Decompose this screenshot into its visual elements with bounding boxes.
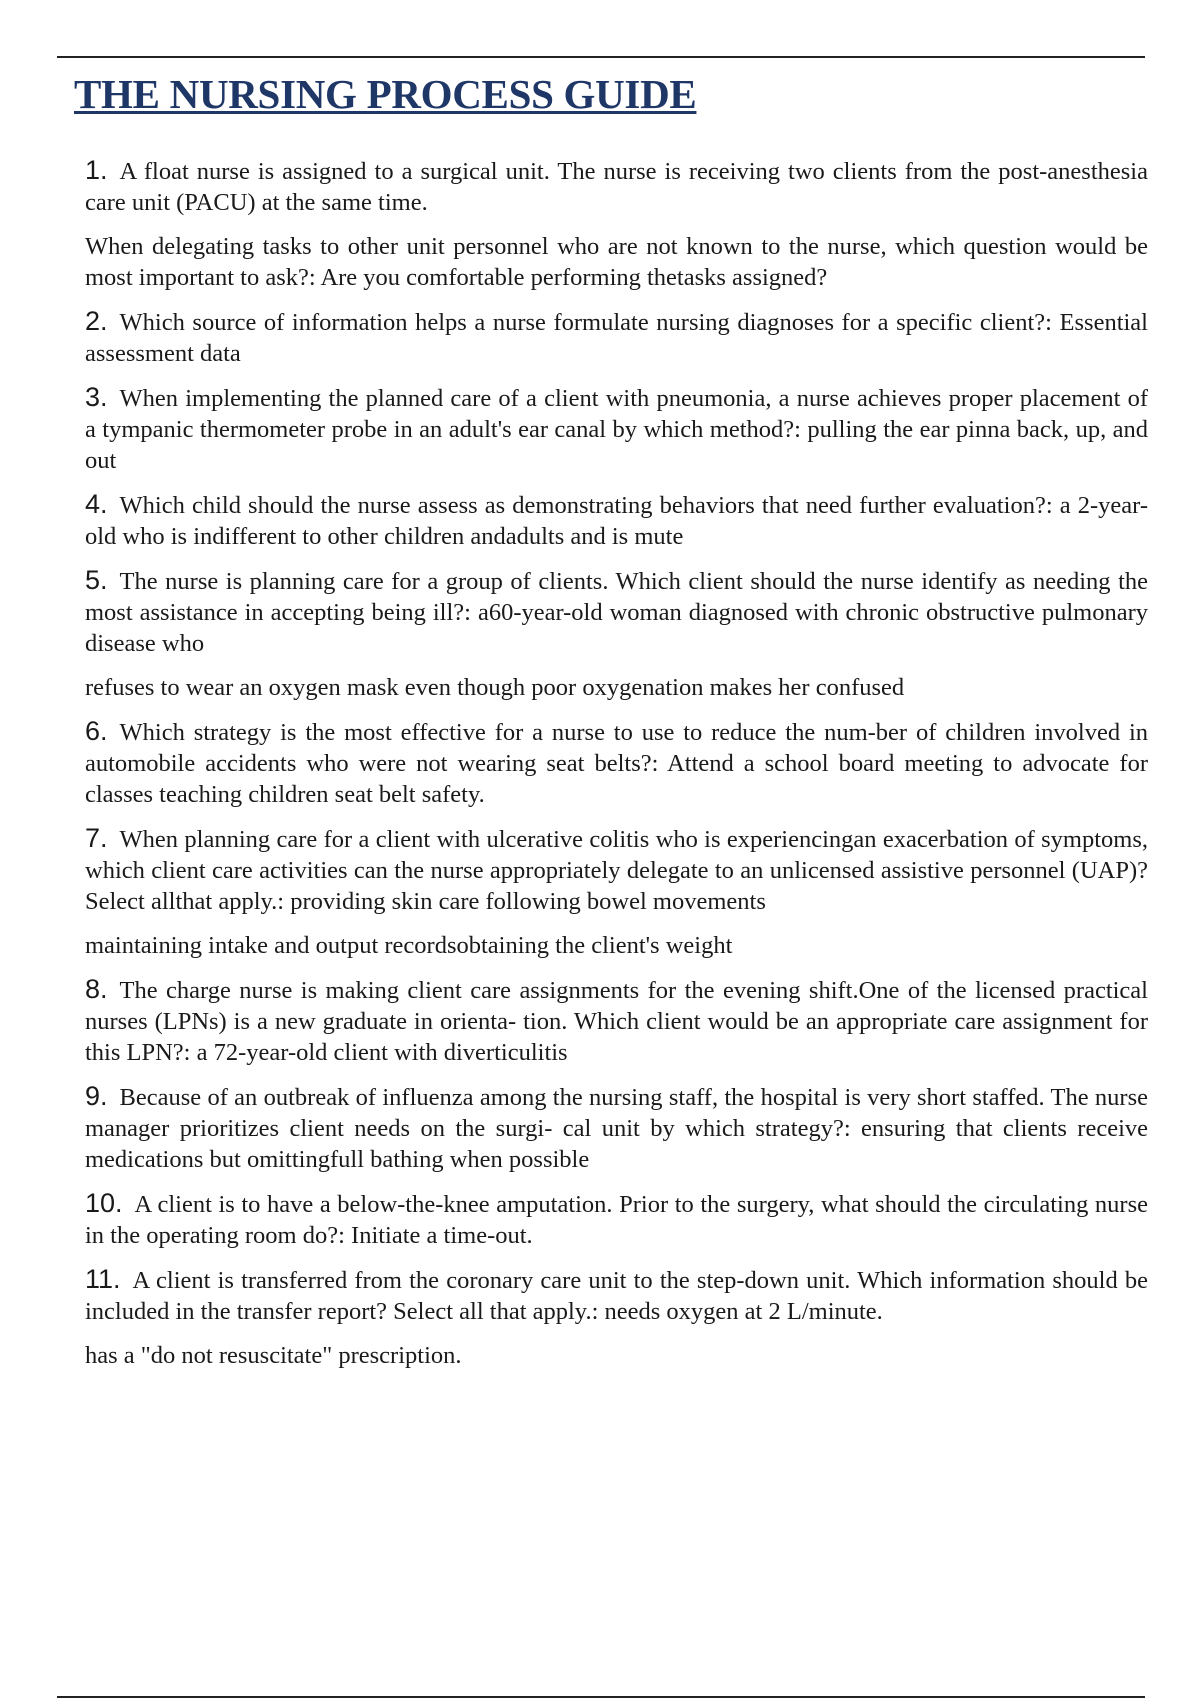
question-number: 1. [85, 155, 108, 185]
question-10 [85, 1188, 1148, 1251]
question-number: 6. [85, 716, 108, 746]
question-text: A client is to have a below-the-knee amputation. Prior to the surgery, what should the circulating nurse in the operating room do?: Initiate a time-out. [85, 1191, 1148, 1249]
question-text: The charge nurse is making client care assignments for the evening shift.One of the licensed practical nurses (LPNs) is a new graduate in orienta- tion. Which client would be an appropriate care assignment for this LPN?: a 72-year-old client with diverticulitis [85, 977, 1148, 1066]
question-5-continuation [85, 672, 1148, 703]
question-list [85, 155, 1148, 1384]
question-6 [85, 716, 1148, 810]
question-number: 2. [85, 306, 108, 336]
question-text: maintaining intake and output recordsobtaining the client's weight [85, 932, 733, 959]
question-3 [85, 382, 1148, 476]
question-text: has a "do not resuscitate" prescription. [85, 1342, 462, 1369]
question-text: A client is transferred from the coronary care unit to the step-down unit. Which information should be included in the transfer report? Select all that apply.: needs oxygen at 2 L/minute. [85, 1267, 1148, 1325]
question-number: 7. [85, 823, 108, 853]
question-number: 4. [85, 489, 108, 519]
question-text: The nurse is planning care for a group of clients. Which client should the nurse identify as needing the most assistance in accepting being ill?: a60-year-old woman diagnosed with chronic obstructive pulmonary disease who [85, 568, 1148, 657]
question-8 [85, 974, 1148, 1068]
question-4 [85, 489, 1148, 552]
question-text: When delegating tasks to other unit personnel who are not known to the nurse, which question would be most important to ask?: Are you comfortable performing thetasks assigned? [85, 233, 1148, 291]
question-1-continuation [85, 231, 1148, 293]
question-text: When planning care for a client with ulcerative colitis who is experiencingan exacerbation of symptoms, which client care activities can the nurse appropriately delegate to an unlicensed assistive personnel (UAP)? Select allthat apply.: providing skin care following bowel movements [85, 826, 1148, 915]
document-title: THE NURSING PROCESS GUIDE [74, 71, 697, 117]
question-2 [85, 306, 1148, 369]
question-9 [85, 1081, 1148, 1175]
bottom-rule [57, 1696, 1145, 1698]
question-5 [85, 565, 1148, 659]
question-11-continuation [85, 1340, 1148, 1371]
question-number: 3. [85, 382, 108, 412]
question-number: 5. [85, 565, 108, 595]
question-number: 11. [85, 1264, 121, 1294]
question-text: Because of an outbreak of influenza among the nursing staff, the hospital is very short staffed. The nurse manager prioritizes client needs on the surgi- cal unit by which strategy?: ensuring that clients receive medications but omittingfull bathing when possible [85, 1084, 1148, 1173]
question-text: When implementing the planned care of a client with pneumonia, a nurse achieves proper placement of a tympanic thermometer probe in an adult's ear canal by which method?: pulling the ear pinna back, up, and out [85, 385, 1148, 474]
question-number: 9. [85, 1081, 108, 1111]
question-text: Which child should the nurse assess as demonstrating behaviors that need further evaluation?: a 2-year-old who is indifferent to other children andadults and is mute [85, 492, 1148, 550]
question-7 [85, 823, 1148, 917]
question-11 [85, 1264, 1148, 1327]
question-number: 10. [85, 1188, 123, 1218]
question-number: 8. [85, 974, 108, 1004]
top-rule [57, 56, 1145, 58]
question-text: Which source of information helps a nurse formulate nursing diagnoses for a specific client?: Essential assessment data [85, 309, 1148, 367]
question-1 [85, 155, 1148, 218]
question-text: Which strategy is the most effective for a nurse to use to reduce the num-ber of children involved in automobile accidents who were not wearing seat belts?: Attend a school board meeting to advocate for classes teaching children seat belt safety. [85, 719, 1148, 808]
question-text: A float nurse is assigned to a surgical unit. The nurse is receiving two clients from the post-anesthesia care unit (PACU) at the same time. [85, 158, 1148, 216]
question-text: refuses to wear an oxygen mask even though poor oxygenation makes her confused [85, 674, 905, 701]
question-7-continuation [85, 930, 1148, 961]
